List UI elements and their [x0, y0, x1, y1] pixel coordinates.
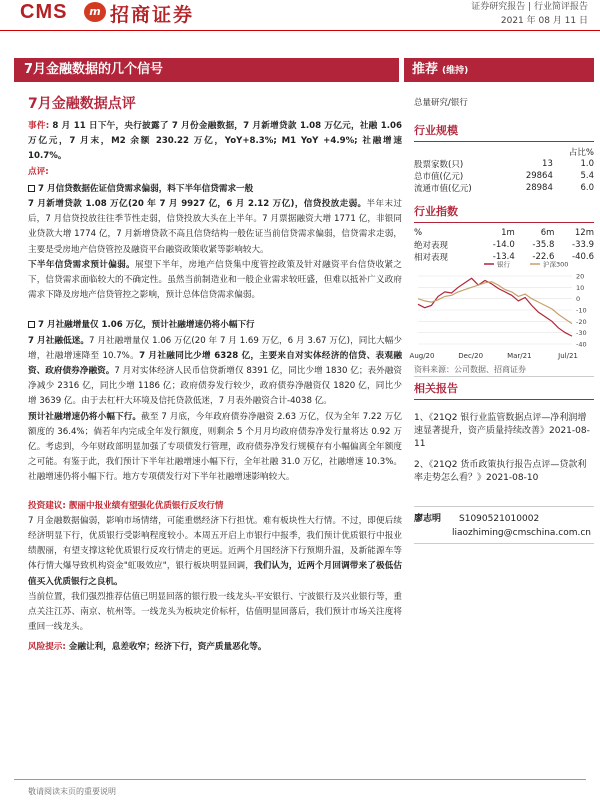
event-label: 事件:	[28, 121, 50, 131]
industry-scale-heading: 行业规模	[414, 124, 458, 137]
header-divider	[0, 30, 600, 31]
related-heading: 相关报告	[414, 382, 458, 395]
x-tick-label: Aug/20	[409, 352, 435, 360]
pct-header: 占比%	[568, 148, 594, 158]
y-tick-label: 0	[576, 295, 581, 304]
chart-source: 资料来源：公司数据、招商证券	[414, 365, 526, 374]
comment-label: 点评:	[28, 166, 49, 177]
brand-logo-cms: CMS	[20, 1, 68, 23]
index-line-chart	[409, 258, 596, 362]
section1-heading: 7 月信贷数据佐证信贷需求偏弱，料下半年信贷需求一般	[28, 182, 402, 197]
section1-para2: 下半年信贷需求预计偏弱。展望下半年，房地产信贷集中度管控政策及针对融资平台信贷收紧之下，信贷需求面临较大的不确定性。虽然当前制造业和一般企业需求较旺盛，但难以抵补广义政府需求下降及房地产信贷管控之影响，预计总体信贷需求偏弱。	[28, 259, 402, 301]
main-body	[28, 119, 402, 655]
chart-lines	[418, 278, 572, 336]
table-header-row: % 1m 6m 12m	[414, 228, 594, 238]
square-bullet-icon	[28, 321, 35, 328]
invest-heading: 投资建议: 靓丽中报业绩有望强化优质银行反攻行情	[28, 500, 224, 511]
event-text: 8 月 11 日下午，央行披露了 7 月份金融数据，7 月新增贷款 1.08 万亿元，社融 1.06 万亿元，7 月末，M2 余额 230.22 万亿，YoY+8.3%; M1 YoY +4.9%; 社融增速 10.7%。	[28, 121, 402, 162]
legend-label: 沪深300	[543, 260, 569, 269]
industry-index-section	[414, 203, 594, 263]
industry-scale-section	[414, 122, 594, 194]
brand-logo-cn: 招商证券	[110, 4, 195, 26]
analyst-block	[414, 512, 594, 540]
legend-label: 银行	[497, 260, 510, 269]
report-subtitle: 7月金融数据点评	[28, 96, 136, 112]
related-report-1[interactable]: 1、《21Q2 银行业监管数据点评—净利润增速显著提升，资产质量持续改善》2021-08-11	[414, 413, 590, 449]
chart-y-axis	[576, 273, 587, 349]
sector-label: 总量研究/银行	[414, 98, 468, 108]
report-date: 2021 年 08 月 11 日	[500, 16, 588, 26]
section1-para1: 7 月新增贷款 1.08 万亿(20 年 7 月 9927 亿，6 月 2.12 万亿)，信贷投放走弱。半年末过后，7 月信贷投放往往季节性走弱，信贷投放大头在上半年。7 月票据融资大增 1771 亿，非银同业贷款大增 1774 亿，7 月新增贷款不高且信贷结构一般佐证当前信贷需求偏弱，信贷需求走弱，主要是受房地产信贷管控及融资平台融资政策收紧等影响较大。	[28, 199, 402, 255]
rating-status: (维持)	[442, 66, 469, 76]
report-meta	[471, 0, 588, 28]
analyst-email[interactable]: liaozhiming@cmschina.com.cn	[452, 528, 592, 538]
risk-paragraph: 风险提示: 金融让利，息差收窄；经济下行，资产质量恶化等。	[28, 641, 267, 652]
analyst-name: 廖志明	[414, 514, 442, 524]
table-row: 总市值(亿元) 29864 5.4	[414, 171, 594, 182]
divider	[414, 376, 594, 377]
section2-heading: 7 月社融增量仅 1.06 万亿，预计社融增速仍将小幅下行	[28, 318, 402, 333]
table-row: 股票家数(只) 13 1.0	[414, 159, 594, 170]
section2-para2: 预计社融增速仍将小幅下行。截至 7 月底，今年政府债券净融资 2.63 万亿，仅为全年 7.22 万亿额度的 36.4%；倘若年内完成全年发行额度，则剩余 5 个月月均政府债券净发行量将达 0.92 万亿。考虑到，今年财政部明显加强了专项债发行管理，政府债券净发行规模存有小幅偏离全年额度之可能。有鉴于此，我们预计下半年社融增速小幅下行，全年社融 31.0 万亿，社融增速 10.3%。社融增速仍将小幅下行。地方专项债发行对下半年社融增速影响较大。	[28, 411, 402, 483]
x-tick-label: Jul/21	[558, 352, 578, 360]
footer-divider	[14, 779, 586, 780]
x-tick-label: Dec/20	[458, 352, 484, 360]
footer-disclaimer: 敬请阅读末页的重要说明	[28, 787, 116, 796]
y-tick-label: -40	[576, 340, 587, 349]
divider	[414, 543, 594, 544]
chart-legend	[484, 260, 568, 269]
event-paragraph	[28, 119, 402, 165]
rating-banner	[404, 58, 594, 82]
report-title-banner: 7月金融数据的几个信号	[14, 58, 399, 82]
brand-emblem-icon: m	[84, 2, 106, 22]
divider	[414, 506, 594, 507]
section2-para1: 7 月社融低迷。7 月社融增量仅 1.06 万亿(20 年 7 月 1.69 万亿，6 月 3.67 万亿)，同比大幅少增，社融增速降至 10.7%。7 月社融同比少增 6328 亿，主要来自对实体经济的信贷、表观融资、政府债券净融资。7 月对实体经济人民币信贷新增仅 8391 亿，同比少增 1830 亿；表外融资净减少 2316 亿，同比少增 1186 亿；政府债券发行较少，政府债券净融资仅 1820 亿，同比少增 3639 亿。由于去杠杆大环境及信托贷款低迷，7 月表外融资合计-4038 亿。	[28, 335, 402, 407]
industry-index-heading: 行业指数	[414, 205, 458, 218]
y-tick-label: -30	[576, 329, 587, 338]
chart-x-axis	[410, 352, 578, 360]
related-report-2[interactable]: 2、《21Q2 货币政策执行报告点评—贷款利率走势怎么看？》2021-08-10	[414, 460, 587, 483]
table-row: 相对表现 -13.4 -22.6 -40.6	[414, 252, 594, 263]
report-type: 证券研究报告 | 行业简评报告	[471, 2, 588, 12]
invest-para1: 7 月金融数据偏弱，影响市场情绪，可能重燃经济下行担忧。难有板块性大行情。不过，即便后续经济明显下行，优质银行受影响程度较小。本周五开启上市银行中报季，我们预计优质银行中报业绩靓丽，有望支撑这轮优质银行反攻行情走的更远。近两个月国经济下行预期升温，及新能源车等体行情大爆导致机构资金"虹吸效应"，银行板块明显回调，我们认为，近两个月回调带来了极低估值买入优质银行之良机。	[28, 515, 402, 587]
table-row: 流通市值(亿元) 28984 6.0	[414, 183, 594, 194]
y-tick-label: 10	[576, 283, 585, 292]
y-tick-label: 20	[576, 272, 585, 281]
square-bullet-icon	[28, 185, 35, 192]
invest-para2: 当前位置，我们强烈推荐估值已明显回落的银行股一线龙头-平安银行、宁波银行及兴业银行等，重点关注江苏、南京、杭州等。一线龙头为板块定价标杆，估值明显回落后，我们预计市场关注度将重回一线龙头。	[28, 591, 402, 633]
related-section	[414, 380, 594, 485]
rating-label: 推荐	[412, 62, 439, 77]
analyst-license: S1090521010002	[459, 514, 540, 524]
x-tick-label: Mar/21	[507, 352, 532, 360]
y-tick-label: -10	[576, 306, 587, 315]
series-line-沪深300	[418, 282, 572, 324]
table-row: 绝对表现 -14.0 -35.8 -33.9	[414, 240, 594, 251]
y-tick-label: -20	[576, 317, 587, 326]
industry-scale-table	[414, 146, 594, 194]
